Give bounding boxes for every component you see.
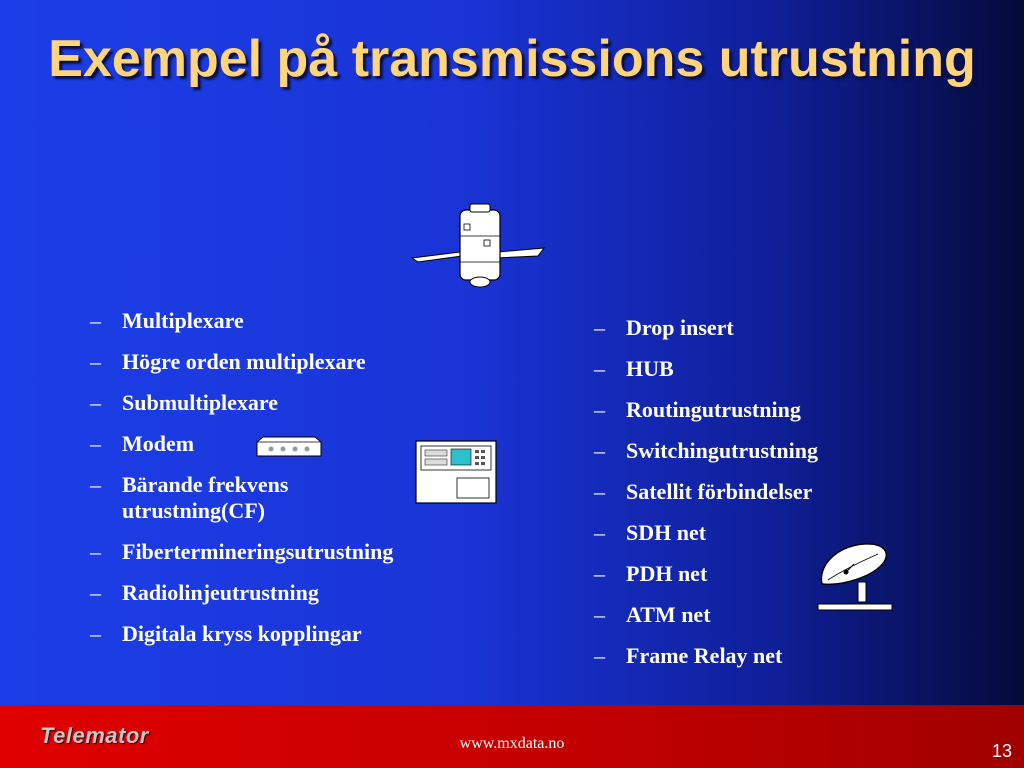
bullet-dash: – — [90, 539, 101, 564]
list-item — [90, 349, 470, 375]
bullet-dash: – — [594, 315, 605, 340]
footer-url: www.mxdata.no — [459, 735, 565, 752]
satellite-icon — [410, 200, 550, 290]
list-item-text: Switchingutrustning — [626, 438, 818, 463]
list-item-text: Multiplexare — [122, 308, 244, 333]
list-item — [594, 479, 914, 505]
bullet-dash: – — [90, 621, 101, 646]
bullet-dash: – — [90, 349, 101, 374]
list-item-text: Fibertermineringsutrustning — [122, 539, 394, 564]
list-item-text: Digitala kryss kopplingar — [122, 621, 362, 646]
list-item — [594, 643, 914, 669]
list-item-text: Satellit förbindelser — [626, 479, 813, 504]
list-item — [90, 539, 470, 565]
equipment-panel-icon — [415, 440, 497, 504]
bullet-dash: – — [594, 356, 605, 381]
bullet-dash: – — [594, 397, 605, 422]
bullet-dash: – — [90, 431, 101, 456]
list-item-text: Bärande frekvens utrustning(CF) — [122, 472, 289, 523]
list-item — [90, 621, 470, 647]
bullet-dash: – — [90, 308, 101, 333]
page-number: 13 — [991, 741, 1012, 761]
list-item — [594, 356, 914, 382]
list-item — [594, 315, 914, 341]
bullet-dash: – — [594, 561, 605, 586]
list-item-text: Frame Relay net — [626, 643, 783, 668]
bullet-dash: – — [90, 580, 101, 605]
list-item — [594, 438, 914, 464]
list-item — [90, 472, 372, 524]
list-item-text: Högre orden multiplexare — [122, 349, 366, 374]
list-item-text: PDH net — [626, 561, 708, 586]
list-item-text: ATM net — [626, 602, 711, 627]
bullet-dash: – — [594, 643, 605, 668]
list-item — [90, 580, 470, 606]
list-item-text: HUB — [626, 356, 674, 381]
list-item — [90, 390, 470, 416]
list-item-text: SDH net — [626, 520, 707, 545]
footer-bar — [0, 705, 1024, 768]
bullet-dash: – — [90, 472, 101, 497]
satellite-dish-icon — [814, 542, 896, 614]
bullet-dash: – — [90, 390, 101, 415]
bullet-dash: – — [594, 520, 605, 545]
right-bullet-list — [594, 315, 914, 684]
left-bullet-list — [90, 308, 470, 662]
slide-title: Exempel på transmissions utrustning — [48, 30, 976, 88]
bullet-dash: – — [594, 479, 605, 504]
modem-icon — [255, 436, 323, 460]
list-item — [90, 308, 470, 334]
telemator-logo: Telemator — [40, 723, 149, 748]
list-item-text: Modem — [122, 431, 195, 456]
list-item-text: Radiolinjeutrustning — [122, 580, 319, 605]
bullet-dash: – — [594, 438, 605, 463]
list-item-text: Routingutrustning — [626, 397, 801, 422]
bullet-dash: – — [594, 602, 605, 627]
list-item — [594, 397, 914, 423]
list-item-text: Drop insert — [626, 315, 734, 340]
list-item-text: Submultiplexare — [122, 390, 279, 415]
